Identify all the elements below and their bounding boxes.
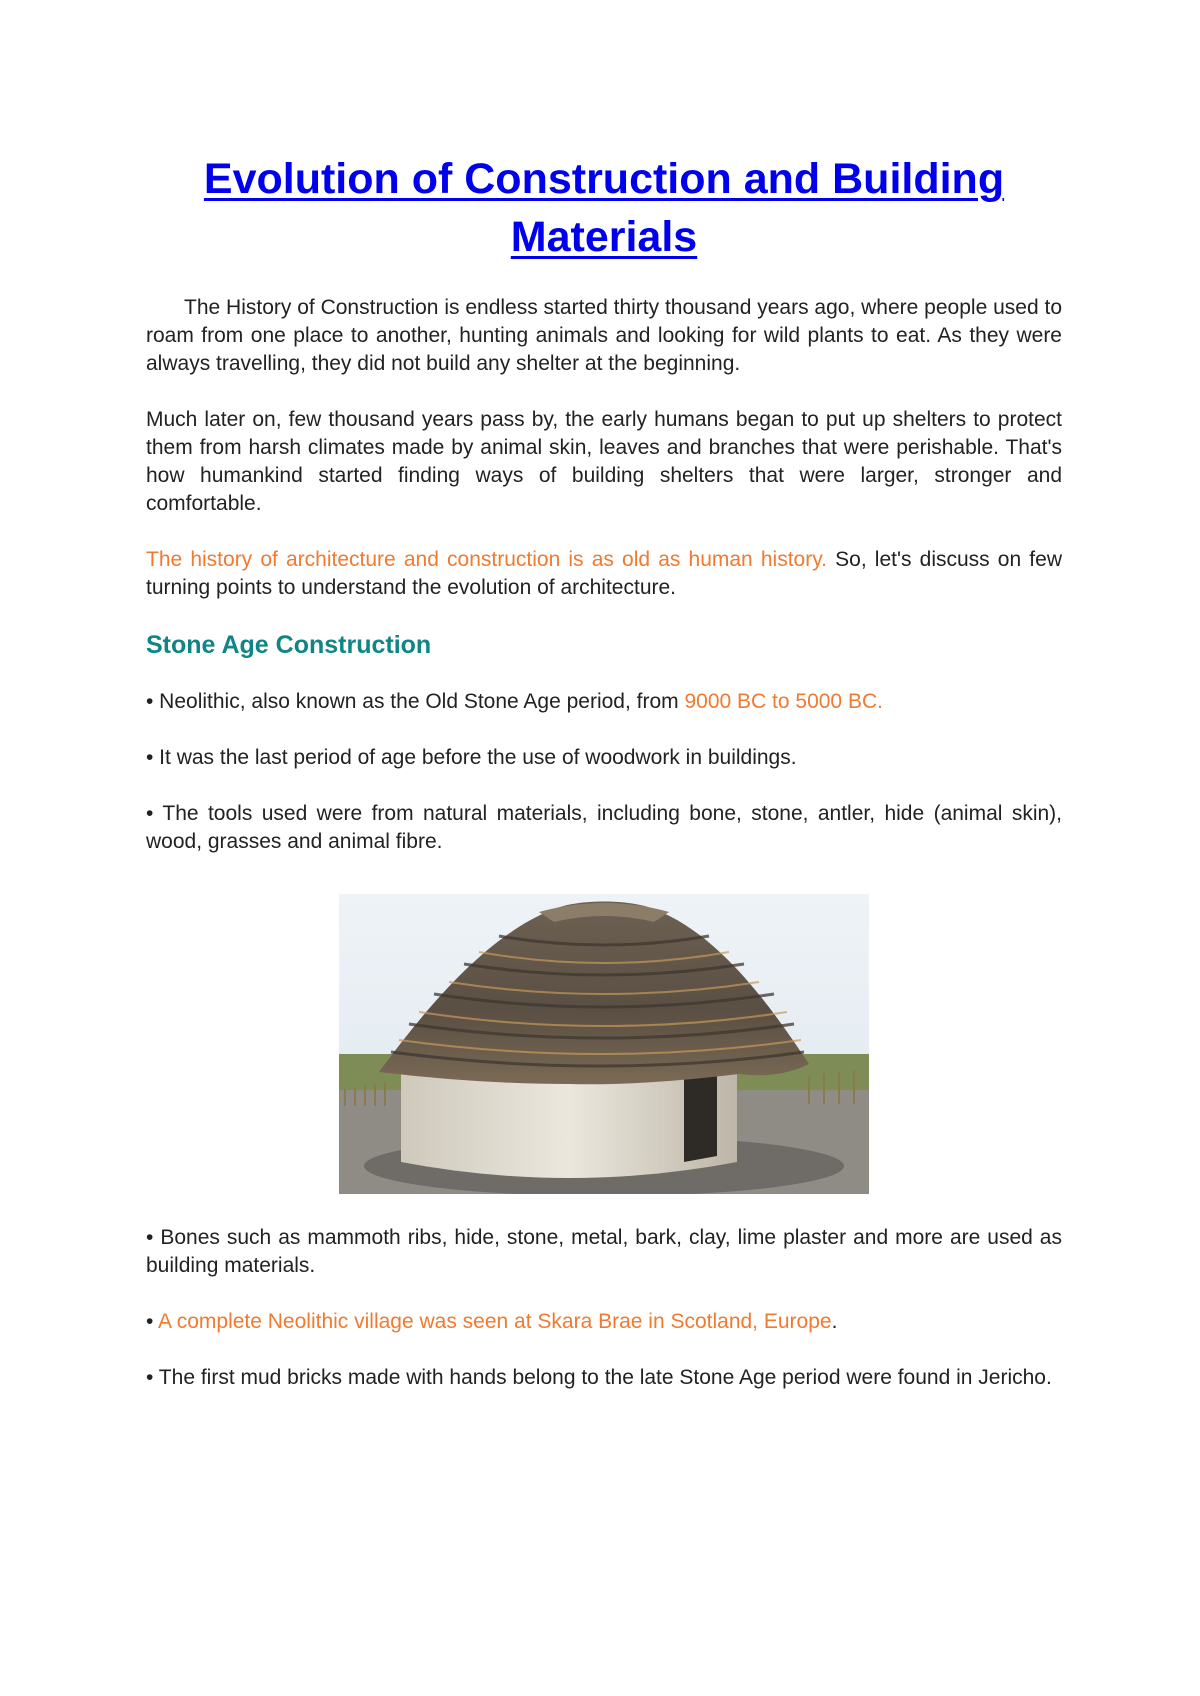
bullet-neolithic-period (146, 688, 1062, 716)
bullet-neolithic-dates: 9000 BC to 5000 BC. (684, 690, 883, 713)
shelters-paragraph: Much later on, few thousand years pass by, the early humans began to put up shelters to protect them from harsh climates made by animal skin, leaves and branches that were perishable. That's how humankind started finding ways of building shelters that were larger, stronger and comfortable. (146, 408, 1062, 515)
bullet-mud-bricks: • The first mud bricks made with hands belong to the late Stone Age period were found in Jericho. (146, 1366, 1052, 1389)
bullet-skara-brae-suffix: . (831, 1310, 838, 1333)
bullet-building-materials: • Bones such as mammoth ribs, hide, stone, metal, bark, clay, lime plaster and more are used as building materials. (146, 1226, 1062, 1277)
intro-paragraph: The History of Construction is endless started thirty thousand years ago, where people used to roam from one place to another, hunting animals and looking for wild plants to eat. As they were always travelling, they did not build any shelter at the beginning. (146, 296, 1062, 375)
neolithic-hut-image (339, 894, 869, 1194)
bullet-neolithic-text: • Neolithic, also known as the Old Stone Age period, from (146, 690, 685, 713)
bullet-tools: • The tools used were from natural materials, including bone, stone, antler, hide (animal skin), wood, grasses and animal fibre. (146, 802, 1062, 853)
document-page (146, 150, 1062, 1392)
bullet-skara-brae-marker: • (146, 1310, 159, 1333)
bullet-skara-brae (146, 1308, 1062, 1336)
bullet-woodwork: • It was the last period of age before the use of woodwork in buildings. (146, 746, 797, 769)
bullet-skara-brae-highlight: A complete Neolithic village was seen at Skara Brae in Scotland, Europe (158, 1310, 832, 1333)
section-heading-stone-age: Stone Age Construction (146, 631, 432, 659)
document-title[interactable]: Evolution of Construction and Building Materials (203, 155, 1005, 261)
architecture-history-highlight: The history of architecture and construction is as old as human history. (146, 548, 827, 571)
architecture-history-paragraph (146, 546, 1062, 602)
architecture-history-rest: So, let's discuss on few turning points to understand the evolution of architecture. (146, 548, 1062, 599)
